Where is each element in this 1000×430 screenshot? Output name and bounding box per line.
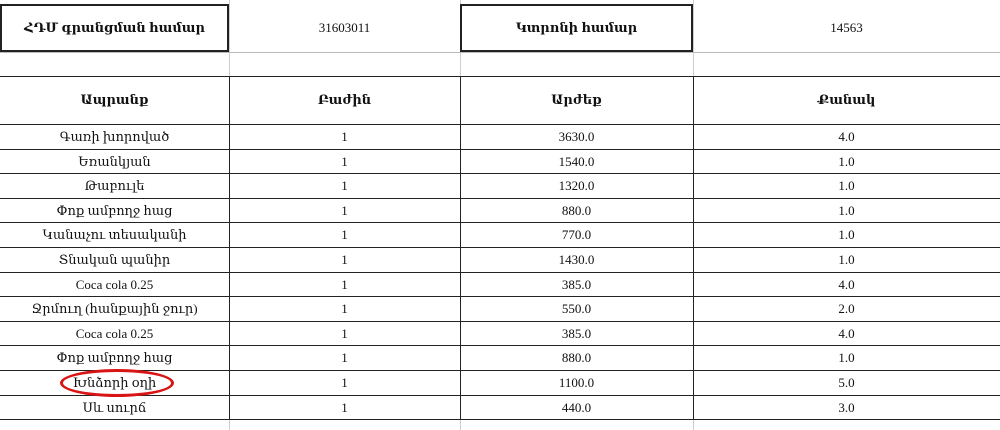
check-label-cell: [460, 4, 693, 52]
table-cell: 1: [341, 300, 348, 316]
table-cell: 1: [341, 177, 348, 193]
table-cell: 1.0: [838, 226, 855, 242]
table-cell: 3630.0: [558, 128, 595, 144]
table-row-item-name: Խնձորի օղի: [72, 374, 157, 390]
table-row-item-name: Գառի խորոված: [59, 128, 170, 144]
table-cell: 4.0: [838, 276, 855, 292]
table-cell: 1: [341, 374, 348, 390]
table-row-item-name: Եռանկյան: [78, 153, 151, 169]
table-row-item-name: Փոք ամբողջ հաց: [56, 349, 173, 365]
table-cell: 4.0: [838, 128, 855, 144]
table-cell: 4.0: [838, 325, 855, 341]
column-header: Ապրանք: [80, 92, 149, 107]
table-cell: 550.0: [561, 300, 592, 316]
table-cell: 5.0: [838, 374, 855, 390]
table-cell: 440.0: [561, 399, 592, 415]
table-cell: 1.0: [838, 153, 855, 169]
table-row-item-name: Սև սուրճ: [82, 399, 147, 415]
table-cell: 1: [341, 226, 348, 242]
table-cell: 1.0: [838, 202, 855, 218]
table-row-item-name: Coca cola 0.25: [75, 276, 154, 292]
table-cell: 385.0: [561, 276, 592, 292]
table-cell: 1: [341, 349, 348, 365]
table-row-item-name: Coca cola 0.25: [75, 325, 154, 341]
table-cell: 880.0: [561, 349, 592, 365]
table-cell: 1.0: [838, 349, 855, 365]
table-row-item-name: Կանաչու տեսականի: [42, 226, 187, 242]
table-row-item-name: Թաբուլե: [84, 177, 145, 193]
table-row-item-name: Ջրմուղ (հանքային ջուր): [31, 300, 198, 316]
check-label: Կտրոնի համար: [515, 20, 638, 35]
column-header: Բաժին: [317, 92, 372, 107]
table-cell: 1.0: [838, 251, 855, 267]
table-cell: 385.0: [561, 325, 592, 341]
table-cell: 1: [341, 276, 348, 292]
table-cell: 1430.0: [558, 251, 595, 267]
check-value-cell: [693, 4, 1000, 52]
table-cell: 1: [341, 325, 348, 341]
table-row-item-name: Տնական պանիր: [58, 251, 171, 267]
table-cell: 1: [341, 399, 348, 415]
column-header: Քանակ: [817, 92, 876, 107]
table-cell: 1: [341, 128, 348, 144]
check-value: 14563: [830, 20, 863, 35]
table-cell: 1320.0: [558, 177, 595, 193]
table-cell: 1: [341, 251, 348, 267]
table-cell: 1: [341, 202, 348, 218]
column-header: Արժեք: [551, 92, 602, 107]
hdm-label: ՀԴՄ գրանցման համար: [24, 20, 205, 35]
table-cell: 880.0: [561, 202, 592, 218]
hdm-label-cell: [0, 4, 229, 52]
table-cell: 1.0: [838, 177, 855, 193]
highlight-circle: [60, 369, 174, 397]
table-cell: 2.0: [838, 300, 855, 316]
table-cell: 1: [341, 153, 348, 169]
table-row-item-name: Փոք ամբողջ հաց: [56, 202, 173, 218]
table-cell: 770.0: [561, 226, 592, 242]
table-cell: 3.0: [838, 399, 855, 415]
hdm-value-cell: [229, 4, 460, 52]
hdm-value: 31603011: [318, 20, 371, 35]
table-cell: 1100.0: [558, 374, 595, 390]
table-cell: 1540.0: [558, 153, 595, 169]
